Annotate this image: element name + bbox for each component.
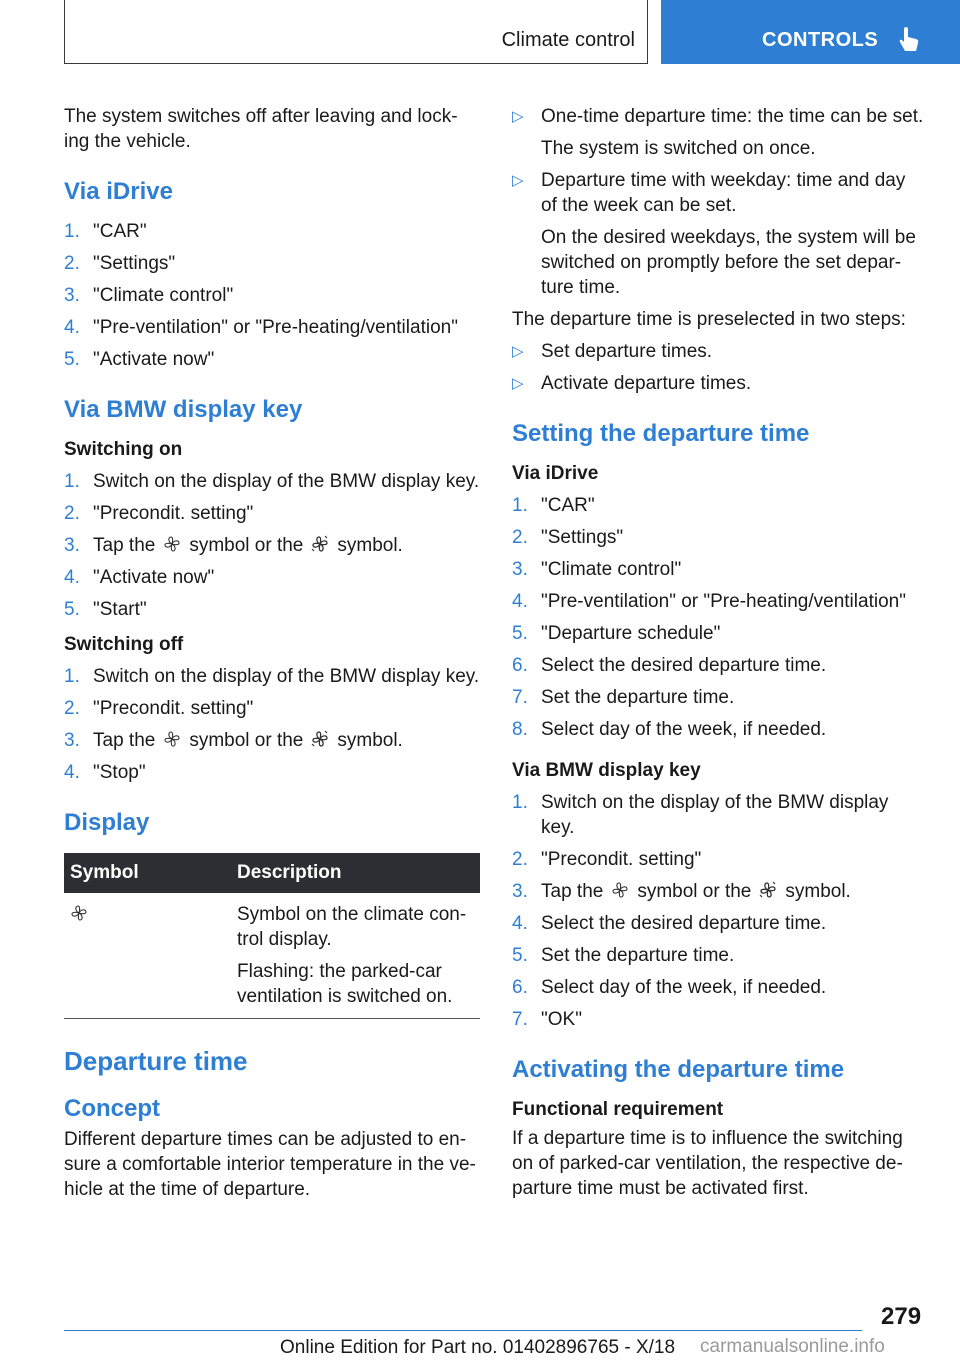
table-header-description: Description	[231, 853, 480, 893]
pointing-hand-icon	[898, 26, 920, 52]
heading-via-bmw-display-key: Via BMW display key	[64, 396, 303, 423]
table-header-symbol: Symbol	[64, 853, 231, 893]
list-item: 1. "CAR"	[512, 495, 595, 516]
switching-off-title: Switching off	[64, 634, 184, 655]
footer-divider	[64, 1330, 862, 1331]
list-item: 1. Switch on the display of the BMW display key.	[512, 792, 889, 838]
list-item: 5. "Departure schedule"	[512, 623, 721, 644]
heading-departure-time: Departure time	[64, 1046, 248, 1076]
list-item: 4. "Pre-ventilation" or "Pre-heating/ventilation"	[512, 591, 906, 612]
list-item: ▷ Departure time with weekday: time and day of the week can be set. On the desired weekdays, the system will be switched on promptly before the set depar-ture time.	[512, 170, 916, 298]
departure-types-list	[512, 104, 924, 300]
heading-via-idrive: Via iDrive	[64, 178, 173, 205]
list-item: 2. "Settings"	[64, 253, 176, 274]
list-item: 3. "Climate control"	[64, 285, 234, 306]
table-row	[64, 893, 480, 1019]
list-item: 1. Switch on the display of the BMW display key.	[64, 666, 480, 687]
heading-activating-departure-time: Activating the departure time	[512, 1056, 845, 1083]
list-item: 5. "Activate now"	[64, 349, 215, 370]
list-item: 7. Set the departure time.	[512, 687, 735, 708]
list-item: 2. "Precondit. setting"	[64, 503, 254, 524]
list-item: ▷ One-time departure time: the time can be set. The system is switched on once.	[512, 106, 924, 159]
list-item: 6. Select the desired departure time.	[512, 655, 827, 676]
left-column	[64, 104, 480, 1209]
fan-icon	[163, 730, 181, 748]
list-item: 5. "Start"	[64, 599, 147, 620]
functional-requirement-text: If a departure time is to influence the switching on of parked-car ventilation, the respective de-parture time must be activated first.	[512, 1128, 903, 1199]
via-bmw-display-key-title: Via BMW display key	[512, 760, 701, 781]
symbol-table	[64, 853, 480, 1019]
fan-heat-icon	[311, 535, 329, 553]
header-chapter-title: CONTROLS	[762, 29, 879, 51]
list-item: 4. Select the desired departure time.	[512, 913, 827, 934]
list-item: 6. Select day of the week, if needed.	[512, 977, 827, 998]
watermark: carmanualsonline.info	[700, 1336, 885, 1357]
via-idrive-title: Via iDrive	[512, 463, 599, 484]
list-item: 3. Tap the symbol or the symbol.	[512, 881, 851, 902]
list-item: 4. "Stop"	[64, 762, 146, 783]
list-item: 7. "OK"	[512, 1009, 582, 1030]
list-item: 1. Switch on the display of the BMW display key.	[64, 471, 480, 492]
list-item: 2. "Settings"	[512, 527, 624, 548]
table-cell-desc-1: Symbol on the climate con-trol display.	[237, 904, 467, 950]
fan-icon	[163, 535, 181, 553]
heading-concept: Concept	[64, 1095, 160, 1122]
list-item: 5. Set the departure time.	[512, 945, 735, 966]
intro-text: The system switches off after leaving and lock-ing the vehicle.	[64, 106, 458, 152]
preselect-steps-list	[512, 339, 924, 396]
page-number: 279	[881, 1303, 922, 1330]
header-chapter-box	[661, 0, 960, 64]
list-item: 2. "Precondit. setting"	[64, 698, 254, 719]
preselect-text: The departure time is preselected in two steps:	[512, 309, 906, 330]
list-item: 3. Tap the symbol or the symbol.	[64, 730, 403, 751]
list-item: 3. "Climate control"	[512, 559, 682, 580]
idrive-steps-list	[64, 219, 480, 372]
list-item: 4. "Activate now"	[64, 567, 215, 588]
concept-text: Different departure times can be adjusted to en-sure a comfortable interior temperature in the ve-hicle at the time of departure.	[64, 1129, 476, 1200]
switching-off-steps-list	[64, 664, 480, 785]
fan-icon	[611, 881, 629, 899]
heading-setting-departure-time: Setting the departure time	[512, 420, 810, 447]
header-section-title: Climate control	[501, 29, 635, 51]
fan-icon	[70, 904, 88, 922]
list-item: ▷ Set departure times.	[512, 341, 713, 362]
switching-on-steps-list	[64, 469, 480, 622]
fan-heat-icon	[759, 881, 777, 899]
footer-edition: Online Edition for Part no. 01402896765 - X/18	[280, 1337, 676, 1358]
setting-key-steps-list	[512, 790, 924, 1032]
list-item: 1. "CAR"	[64, 221, 147, 242]
switching-on-title: Switching on	[64, 439, 183, 460]
list-item: 8. Select day of the week, if needed.	[512, 719, 827, 740]
header-section-box	[64, 0, 648, 64]
heading-display: Display	[64, 809, 150, 836]
right-column	[512, 104, 924, 1208]
list-item: 4. "Pre-ventilation" or "Pre-heating/ventilation"	[64, 317, 458, 338]
list-item: 3. Tap the symbol or the symbol.	[64, 535, 403, 556]
functional-requirement-title: Functional requirement	[512, 1099, 724, 1120]
setting-idrive-steps-list	[512, 493, 924, 742]
list-item: 2. "Precondit. setting"	[512, 849, 702, 870]
fan-heat-icon	[311, 730, 329, 748]
table-cell-desc-2: Flashing: the parked-car ventilation is switched on.	[237, 961, 453, 1007]
list-item: ▷ Activate departure times.	[512, 373, 752, 394]
